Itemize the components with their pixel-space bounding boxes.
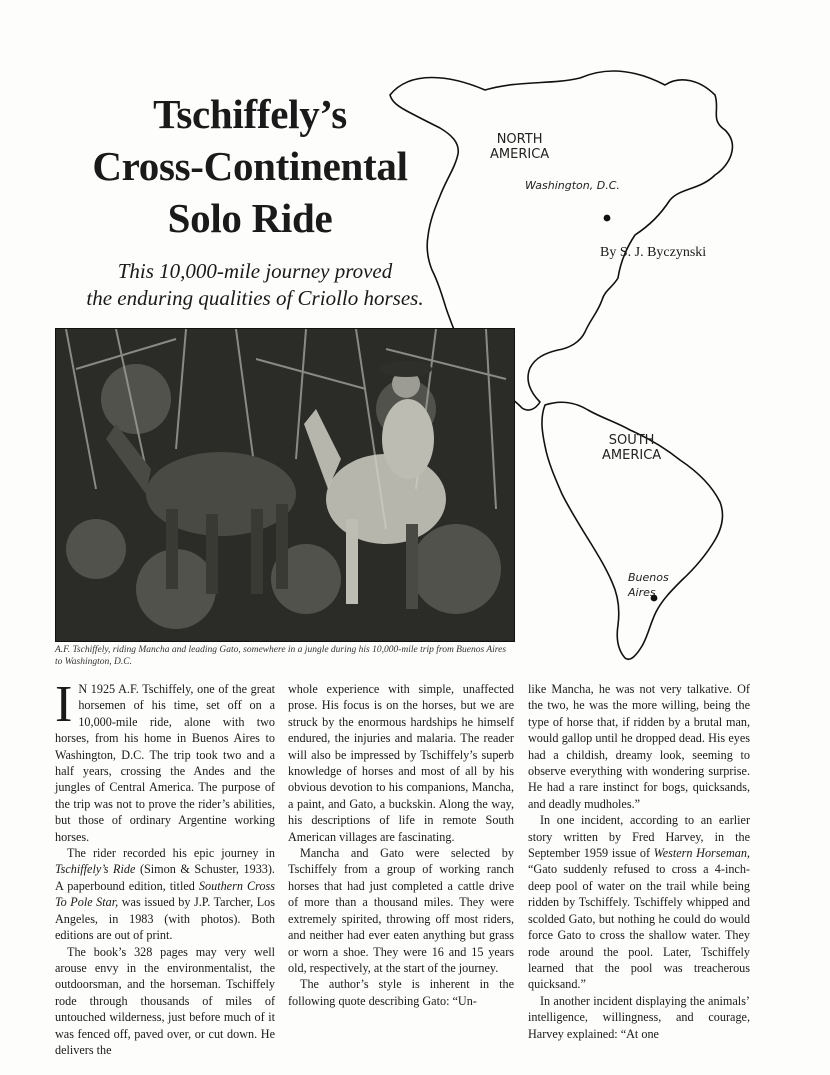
book-title: Tschiffely’s Ride	[55, 862, 136, 877]
paragraph: like Mancha, he was not very talkative. Of the two, he was the more willing, being the type of horse that, if ridden by a brutal man, would gallop until he dropped dead. His eyes had a childish, dreamy look, seeming to observe everything with wondering surprise. He had a rare instinct for bogs, quicksands, and deadly mudholes.”	[528, 682, 750, 811]
photo-caption: A.F. Tschiffely, riding Mancha and leading Gato, somewhere in a jungle during his 10,000-mile trip from Buenos Aires to Washington, D.C.	[55, 645, 507, 667]
paragraph: whole experience with simple, unaffected prose. His focus is on the horses, but we are struck by the enormous hardships he himself endured, the injuries and malaria. The reader will also be impressed by Tschiffely’s superb knowledge of horses and most of all by his obvious devotion to his companions, Mancha, a paint, and Gato, a buckskin. Along the way, his descriptions of life in remote South American villages are fascinating.	[288, 682, 514, 844]
subtitle-line: This 10,000-mile journey proved	[117, 259, 393, 283]
paragraph: The rider recorded his epic journey in Tschiffely’s Ride (Simon & Schuster, 1933). A paperbound edition, titled Southern Cross To Pole Star, was issued by J.P. Tarcher, Los Angeles, in 1983 (with photos). Both editions are out of print.	[55, 846, 275, 943]
title-line: Solo Ride	[167, 195, 333, 241]
buenos-aires-label: Buenos Aires	[628, 571, 669, 599]
paragraph: In another incident displaying the animals’ intelligence, willingness, and courage, Harvey explained: “At one	[528, 993, 750, 1041]
magazine-title: Western Horseman,	[653, 846, 750, 861]
paragraph: The book’s 328 pages may very well arouse envy in the environmentalist, the outdoorsman, and the horseman. Tschiffely rode through thousands of miles of untouched wilderness, just before much of it was fenced off, paved over, or cut down. He delivers the	[55, 944, 275, 1057]
jungle-photo	[55, 328, 515, 642]
article-title	[70, 88, 430, 244]
article-column-1	[55, 676, 275, 1058]
washington-marker	[604, 215, 611, 222]
paragraph: I N 1925 A.F. Tschiffely, one of the great horsemen of his time, set off on a 10,000-mile ride, alone with two horses, from his home in Buenos Aires to Washington, D.C. The trip took two and a half years, crossing the Andes and the jungles of Central America. The purpose of the trip was not to prove the rider’s abilities, but those of ordinary Argentine working horses.	[55, 676, 275, 844]
paragraph: The author’s style is inherent in the following quote describing Gato: “Un-	[288, 977, 514, 1008]
paragraph: In one incident, according to an earlier story written by Fred Harvey, in the September 1959 issue of Western Horseman, “Gato suddenly refused to cross a 4-inch-deep pool of water on the trail while being ridden by Tschiffely. Tschiffely whipped and scolded Gato, but nothing he could do would force Gato to cross the shallow water. They rode around the pool. Later, Tschiffely learned that the pool was treacherous quicksand.”	[528, 813, 750, 992]
paragraph: Mancha and Gato were selected by Tschiffely from a group of working ranch horses that had just completed a cattle drive of more than a thousand miles. They were extremely spirited, throwing off most riders, and neither had ever eaten anything but grass or worn a shoe. They were 16 and 15 years old, respectively, at the start of the journey.	[288, 846, 514, 975]
article-column-2	[288, 681, 514, 1009]
author-byline: By S. J. Byczynski	[600, 245, 707, 260]
subtitle-line: the enduring qualities of Criollo horses.	[86, 286, 424, 310]
south-america-label: SOUTH AMERICA	[602, 433, 662, 463]
north-america-label: NORTH AMERICA	[490, 132, 550, 162]
drop-cap: I	[55, 676, 73, 733]
washington-label: Washington, D.C.	[525, 179, 620, 192]
title-line: Cross-Continental	[92, 143, 408, 189]
book-title: Southern Cross To Pole Star,	[55, 878, 275, 910]
title-line: Tschiffely’s	[153, 91, 347, 137]
horse-rider-photo-illustration	[56, 329, 514, 641]
article-column-3	[528, 681, 750, 1042]
